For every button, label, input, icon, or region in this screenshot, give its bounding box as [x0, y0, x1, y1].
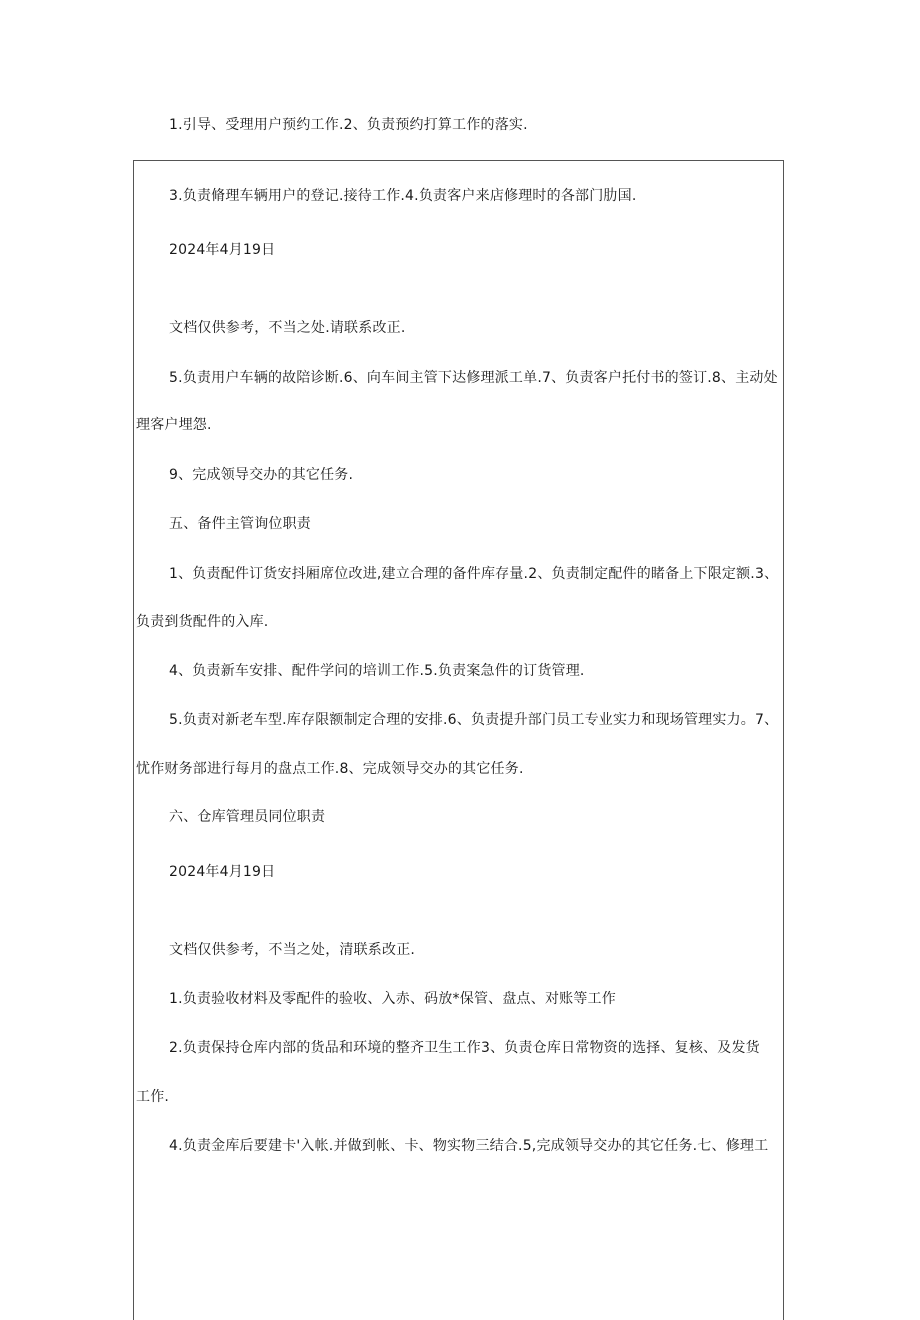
- section-heading: 六、仓库管理员同位职责: [169, 809, 326, 825]
- paragraph-line: 1.负责验收材料及零配件的验收、入赤、码放*保管、盘点、对账等工作: [169, 991, 616, 1007]
- paragraph-line: 1、负责配件订货安抖厢席位改进,建立合理的备件库存量.2、负责制定配件的睹备上下限定额.3、: [169, 566, 779, 582]
- paragraph-line: 4.负责金库后要建卡'入帐.并做到帐、卡、物实物三结合.5,完成领导交办的其它任务.七、修理工: [169, 1138, 769, 1154]
- paragraph-line: 负责到货配件的入库.: [136, 614, 269, 630]
- date-line: 2024年4月19日: [169, 242, 276, 258]
- intro-line: 1.引导、受理用户预约工作.2、负责预约打算工作的落实.: [169, 117, 528, 133]
- paragraph-line: 工作.: [136, 1089, 170, 1105]
- paragraph-line: 3.负责脩理车辆用户的登记.接待工作.4.负责客户来店修理时的各部门肋国.: [169, 188, 637, 204]
- paragraph-line: 理客户埋怨.: [136, 417, 212, 433]
- paragraph-line: 5.负责对新老车型.库存限额制定合理的安排.6、负责提升部门员工专业实力和现场管理实力。7、: [169, 712, 779, 728]
- paragraph-line: 5.负责用户车辆的故陪诊断.6、向车间主管下达修理派工单.7、负责客户托付书的签订.8、主动处: [169, 370, 778, 386]
- paragraph-line: 4、负责新车安排、配件学问的培训工作.5.负责案急件的订货管理.: [169, 663, 585, 679]
- paragraph-line: 2.负责保持仓库内部的货品和环境的整齐卫生工作3、负责仓库日常物资的选择、复核、及发货: [169, 1040, 760, 1056]
- note-line: 文档仅供参考，不当之处，清联系改正.: [169, 942, 416, 958]
- paragraph-line: 9、完成领导交办的其它任务.: [169, 467, 354, 483]
- note-line: 文档仅供参考，不当之处.请联系改正.: [169, 320, 406, 336]
- date-line: 2024年4月19日: [169, 864, 276, 880]
- paragraph-line: 忧作财务部进行每月的盘点工作.8、完成领导交办的其它任务.: [136, 761, 524, 777]
- section-heading: 五、备件主管询位职责: [169, 516, 311, 532]
